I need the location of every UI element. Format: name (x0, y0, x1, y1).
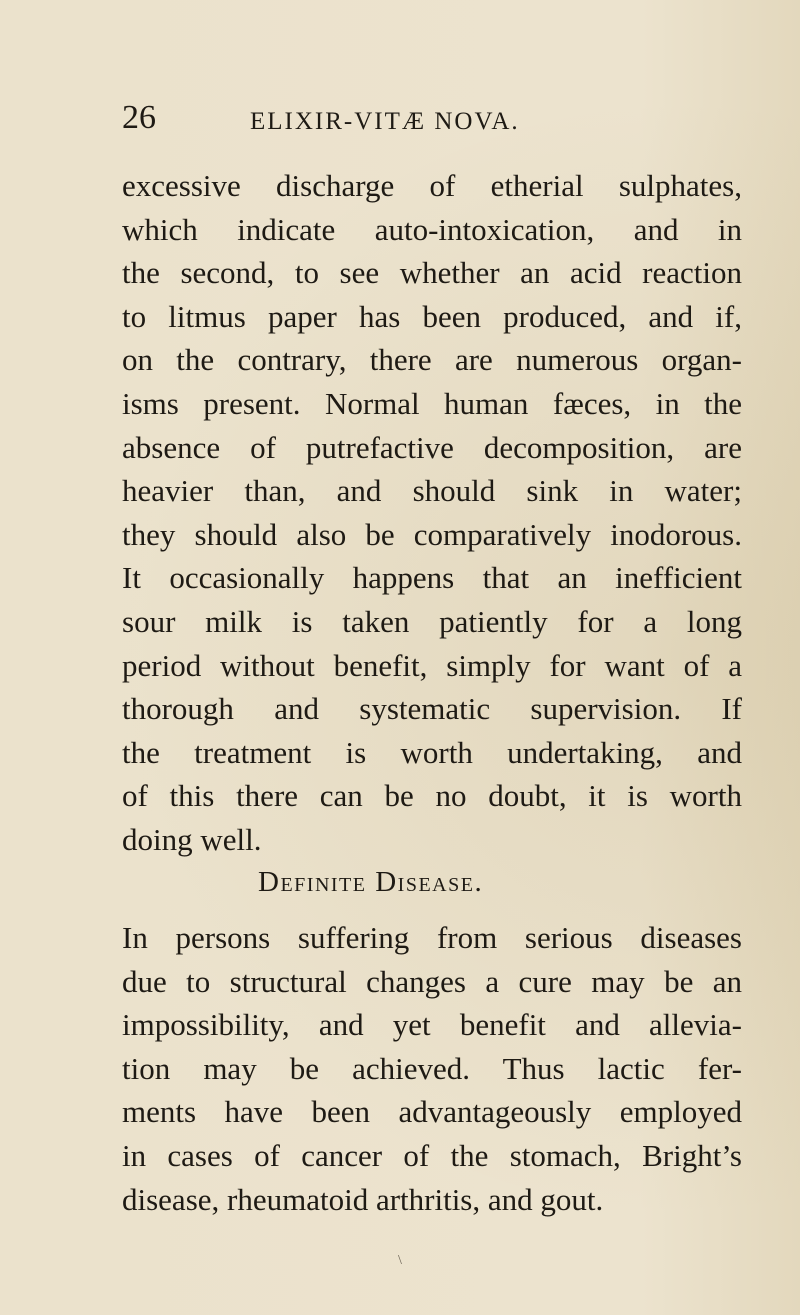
text-line: the treatment is worth undertaking, and (122, 734, 742, 770)
section-heading: Definite Disease. (258, 866, 484, 898)
text-line: In persons suffering from serious diseases (122, 920, 742, 955)
text-line: sour milk is taken patiently for a long (122, 603, 742, 639)
text-line: thorough and systematic supervision. If (122, 691, 742, 727)
bottom-mark: \ (398, 1253, 402, 1268)
paragraph-2 (122, 916, 742, 1221)
text-line: heavier than, and should sink in water; (122, 473, 742, 509)
text-line: of this there can be no doubt, it is worth (122, 778, 742, 814)
text-line: due to structural changes a cure may be an (122, 963, 742, 999)
text-line: It occasionally happens that an inefficient (122, 560, 742, 596)
text-line: disease, rheumatoid arthritis, and gout. (122, 1181, 604, 1217)
text-line: doing well. (122, 821, 262, 857)
running-head (122, 98, 682, 138)
page-number: 26 (122, 99, 156, 136)
text-line: which indicate auto-intoxication, and in (122, 211, 742, 247)
text-line: isms present. Normal human fæces, in the (122, 385, 742, 421)
text-line: they should also be comparatively inodorous. (122, 516, 742, 552)
text-line: excessive discharge of etherial sulphates, (122, 168, 742, 203)
running-title: ELIXIR-VITÆ NOVA. (250, 108, 520, 135)
text-line: in cases of cancer of the stomach, Bright’s (122, 1137, 742, 1173)
paragraph-1 (122, 164, 742, 862)
text-line: on the contrary, there are numerous organ- (122, 342, 742, 378)
text-line: period without benefit, simply for want of a (122, 647, 742, 683)
text-line: to litmus paper has been produced, and if, (122, 298, 742, 334)
text-line: the second, to see whether an acid reaction (122, 255, 742, 291)
text-line: ments have been advantageously employed (122, 1094, 742, 1130)
text-line: impossibility, and yet benefit and allevia- (122, 1007, 742, 1043)
text-line: tion may be achieved. Thus lactic fer- (122, 1050, 742, 1086)
text-line: absence of putrefactive decomposition, are (122, 429, 742, 465)
